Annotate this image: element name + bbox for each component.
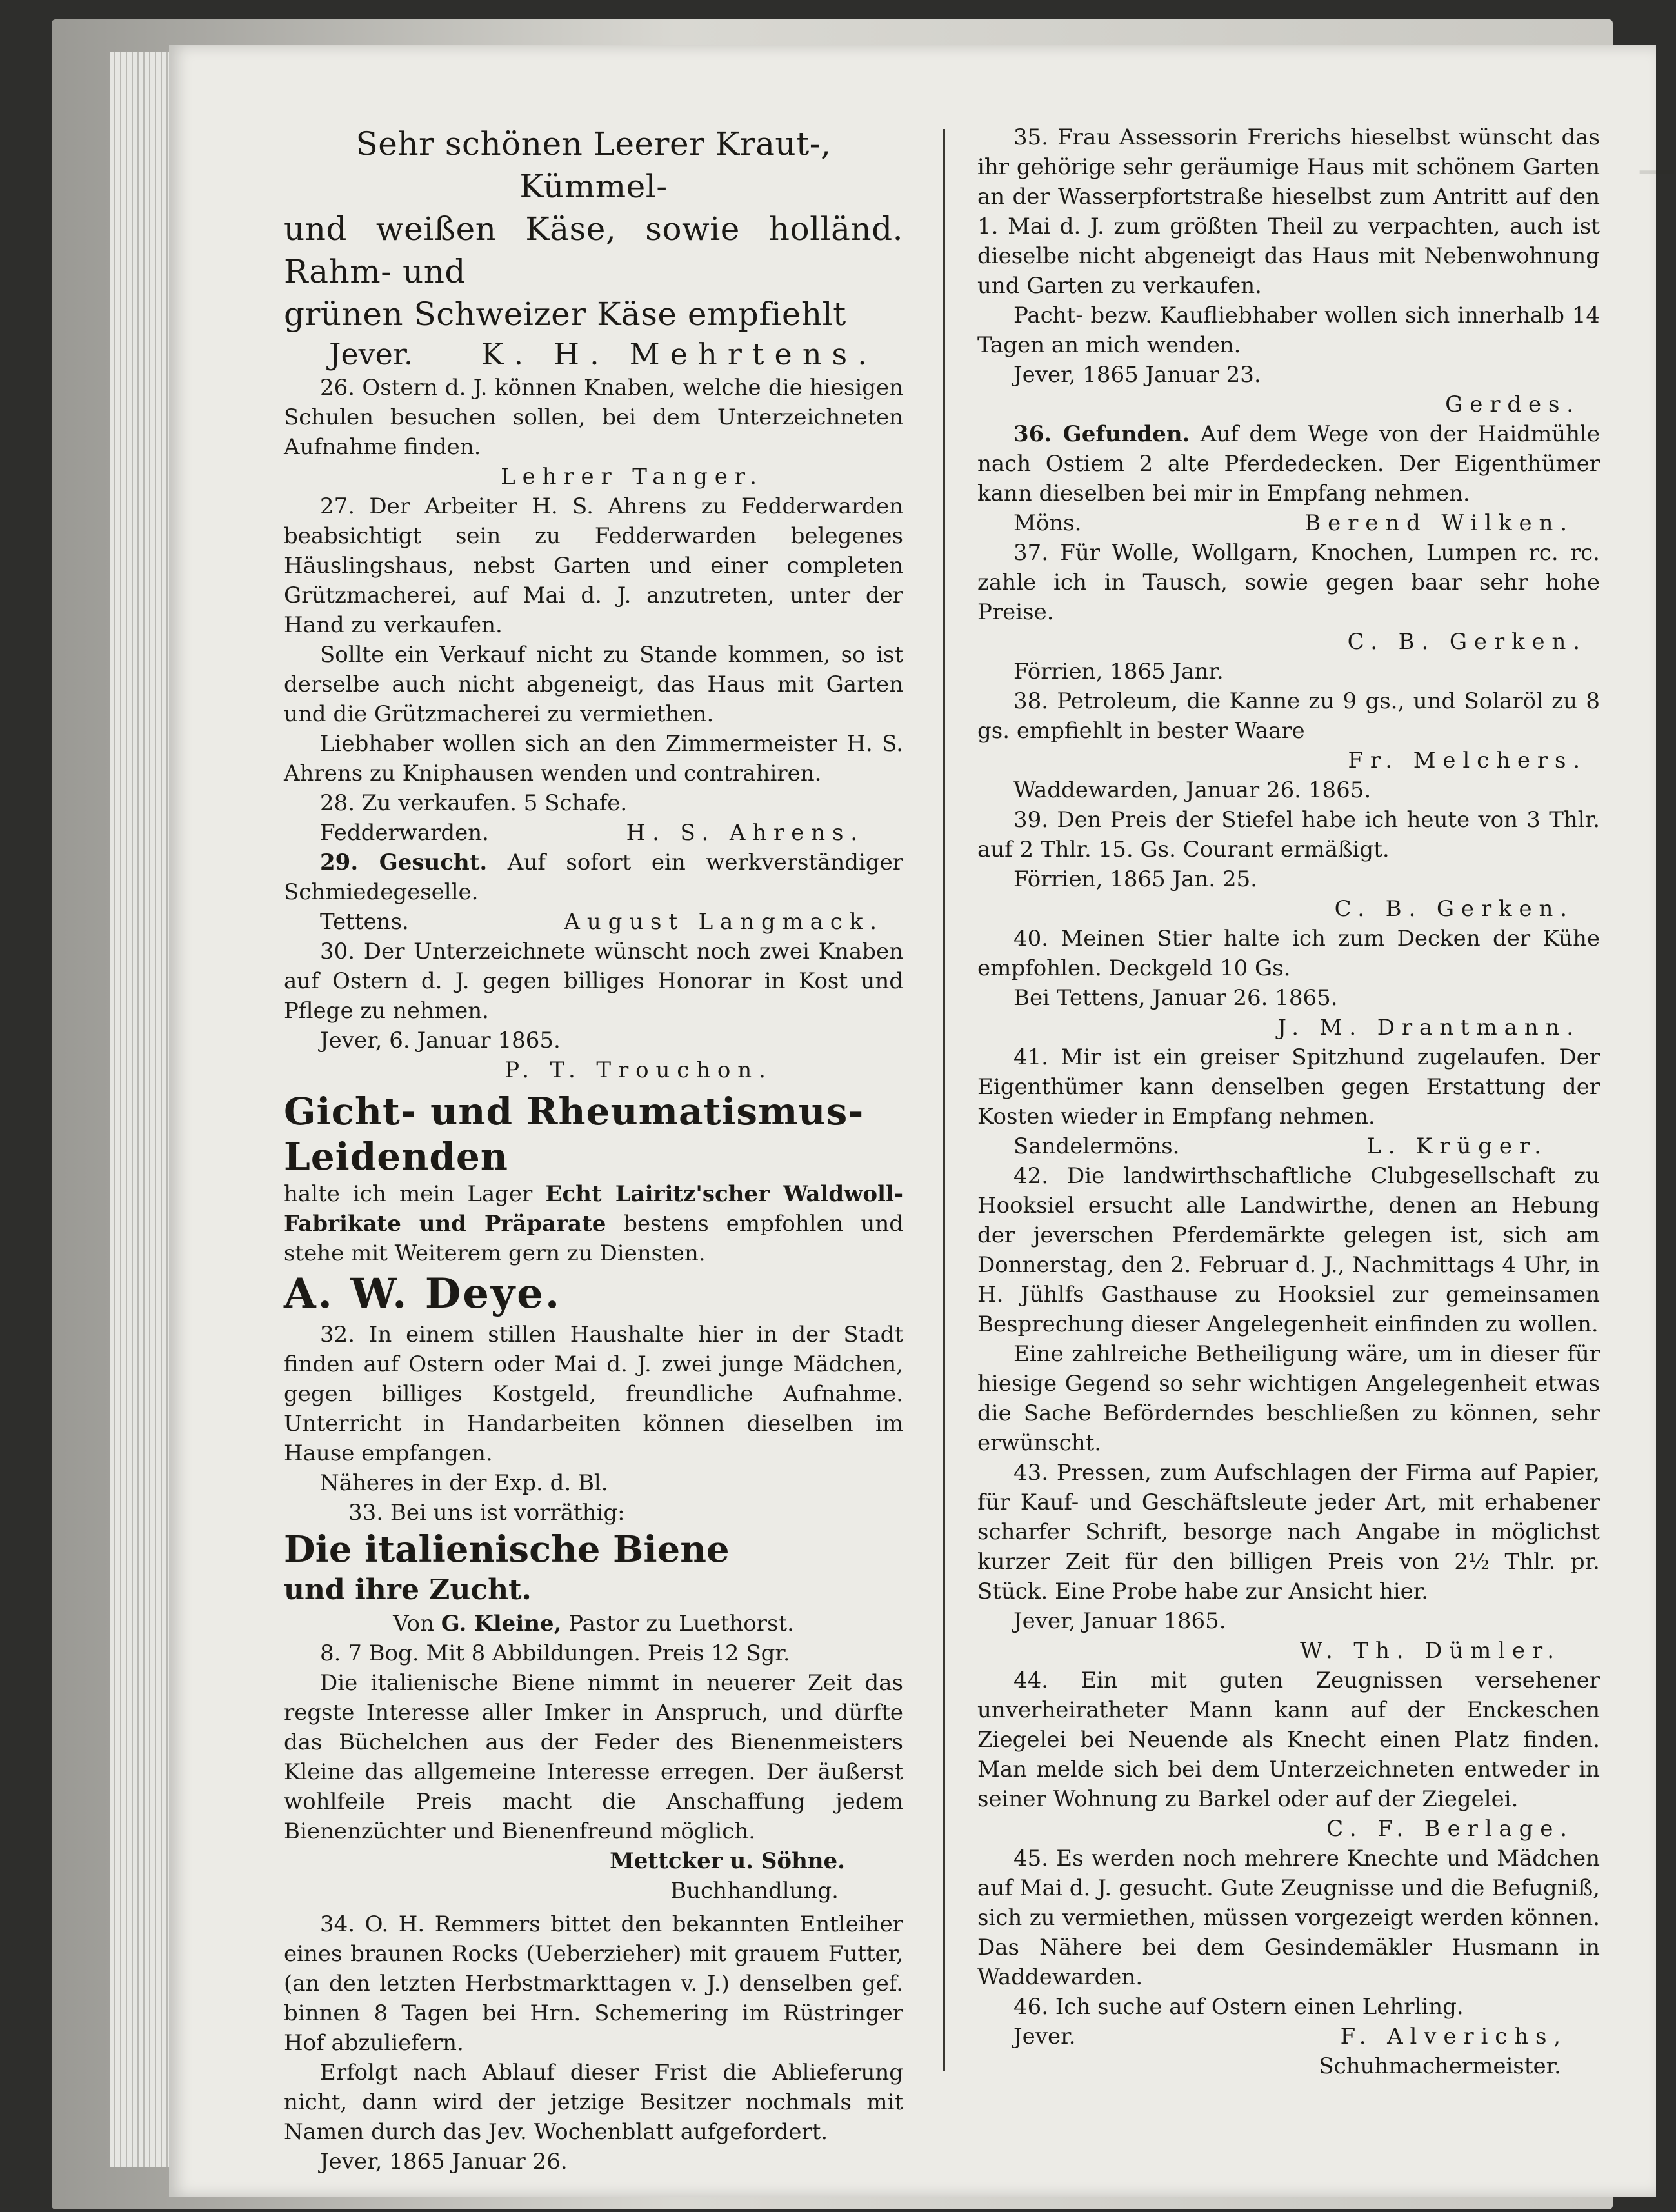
- ad-28: 28. Zu verkaufen. 5 Schafe.: [320, 790, 628, 816]
- ad-36-place: Möns.: [1013, 510, 1082, 536]
- ad-26: 26. Ostern d. J. können Knaben, welche die hiesigen Schulen besuchen sollen, bei dem Unterzeichneten Aufnahme finden.: [284, 375, 903, 460]
- ad-38-date: Waddewarden, Januar 26. 1865.: [1013, 777, 1372, 803]
- ad-33-author-b: Pastor zu Luethorst.: [561, 1611, 794, 1637]
- ad-36: [977, 419, 1600, 508]
- ad-31-body-b: bestens empfohlen und stehe mit Weiterem gern zu Diensten.: [284, 1211, 903, 1266]
- ad-42-part-2: Eine zahlreiche Betheiligung wäre, um in dieser für hiesige Gegend so sehr wichtigen Angelegenheit etwas die Sache Beförderndes beschließen zu können, sehr erwünscht.: [977, 1341, 1600, 1456]
- ad-39: 39. Den Preis der Stiefel habe ich heute von 3 Thlr. auf 2 Thlr. 15. Gs. Courant ermäßigt.: [977, 807, 1600, 862]
- ad-33-title: Die italienische Biene: [284, 1528, 730, 1571]
- ad-43: 43. Pressen, zum Aufschlagen der Firma auf Papier, für Kauf- und Geschäftsleute jeder Art, mit erhabener scharfer Schrift, besorge nach Angabe in möglichst kurzer Zeit für den billigen Preis von 2½ Thlr. pr. Stück. Eine Probe habe zur Ansicht hier.: [977, 1460, 1600, 1604]
- ad-36-lead: 36. Gefunden.: [1013, 421, 1190, 447]
- ad-35-date: Jever, 1865 Januar 23.: [1013, 362, 1261, 388]
- ad-32-note: Näheres in der Exp. d. Bl.: [320, 1470, 608, 1496]
- ad-intro-place: Jever.: [329, 337, 414, 372]
- ad-36-body: Auf dem Wege von der Haidmühle nach Ostiem 2 alte Pferdedecken. Der Eigenthümer kann dieselben bei mir in Empfang nehmen.: [977, 421, 1600, 506]
- ad-33-subtitle: und ihre Zucht.: [284, 1573, 532, 1606]
- ad-30: 30. Der Unterzeichnete wünscht noch zwei Knaben auf Ostern d. J. gegen billiges Honorar in Kost und Pflege zu nehmen.: [284, 939, 903, 1024]
- bleed-through: ▁▁: [1640, 148, 1674, 174]
- ad-31-body-a: halte ich mein Lager: [284, 1181, 546, 1207]
- ad-27-part-3: Liebhaber wollen sich an den Zimmermeister H. S. Ahrens zu Kniphausen wenden und contrahiren.: [284, 731, 903, 786]
- ad-35-signer: Gerdes.: [1445, 392, 1581, 417]
- ad-27: 27. Der Arbeiter H. S. Ahrens zu Fedderwarden beabsichtigt sein zu Fedderwarden belegenes Häuslingshaus, nebst Garten und einer completen Grützmacherei, auf Mai d. J. anzutreten, unter der Hand zu verkaufen.: [284, 493, 903, 638]
- ad-40: 40. Meinen Stier halte ich zum Decken der Kühe empfohlen. Deckgeld 10 Gs.: [977, 926, 1600, 981]
- ad-45: 45. Es werden noch mehrere Knechte und Mädchen auf Mai d. J. gesucht. Gute Zeugnisse und die Befugniß, sich zu vermiethen, müssen vorgezeigt werden können. Das Nähere bei dem Gesindemäkler Husmann in Waddewarden.: [977, 1846, 1600, 1990]
- ad-37-date: Förrien, 1865 Janr.: [1013, 659, 1224, 684]
- ad-intro-line-1: Sehr schönen Leerer Kraut-, Kümmel-: [355, 125, 832, 205]
- ad-33-author: [284, 1609, 903, 1639]
- ad-37-signer: C. B. Gerken.: [1347, 629, 1587, 655]
- ad-40-signer: J. M. Drantmann.: [1277, 1015, 1581, 1041]
- ad-26-signer: Lehrer Tanger.: [501, 464, 764, 490]
- ad-46: 46. Ich suche auf Ostern einen Lehrling.: [1013, 1994, 1464, 2020]
- left-column: [284, 123, 903, 2177]
- ad-34-date: Jever, 1865 Januar 26.: [320, 2149, 568, 2175]
- ad-41: 41. Mir ist ein greiser Spitzhund zugelaufen. Der Eigenthümer kann denselben gegen Erstattung der Kosten wieder in Empfang nehmen.: [977, 1044, 1600, 1130]
- right-column: [977, 123, 1600, 2081]
- ad-44: 44. Ein mit guten Zeugnissen versehener unverheiratheter Mann kann auf der Enckeschen Ziegelei bei Neuende als Knecht einen Platz finden. Man melde sich bei dem Unterzeichneten entweder in seiner Wohnung zu Barkel oder auf der Ziegelei.: [977, 1668, 1600, 1812]
- ad-38: 38. Petroleum, die Kanne zu 9 gs., und Solaröl zu 8 gs. empfiehlt in bester Waare: [977, 688, 1600, 744]
- ad-33: Die italienische Biene nimmt in neuerer Zeit das regste Interesse aller Imker in Anspruch, und dürfte das Büchelchen aus der Feder des Bienenmeisters Kleine das allgemeine Interesse erregen. Der äußerst wohlfeile Preis macht die Anschaffung jedem Bienenzüchter und Bienenfreund möglich.: [284, 1670, 903, 1844]
- ad-40-date: Bei Tettens, Januar 26. 1865.: [1013, 985, 1338, 1011]
- ad-33-signer-2: Buchhandlung.: [670, 1878, 839, 1904]
- ad-29-body: Auf sofort ein werkverständiger Schmiedegeselle.: [284, 850, 903, 905]
- ad-41-signer: L. Krüger.: [1366, 1133, 1548, 1159]
- ad-29: [284, 848, 903, 907]
- ad-36-signature: [977, 508, 1600, 538]
- ad-43-date: Jever, Januar 1865.: [1013, 1608, 1226, 1634]
- ad-38-signer: Fr. Melchers.: [1348, 748, 1587, 773]
- ad-41-signature: [977, 1131, 1600, 1161]
- ad-intro-line-2: und weißen Käse, sowie holländ. Rahm- und: [284, 210, 903, 290]
- ad-31-headline-1: Gicht- und Rheumatismus-: [284, 1090, 864, 1133]
- ad-35: 35. Frau Assessorin Frerichs hieselbst wünscht das ihr gehörige sehr geräumige Haus mit schönem Garten an der Wasserpfortstraße hieselbst zum Antritt auf den 1. Mai d. J. zum größten Theil zu verpachten, auch ist dieselbe nicht abgeneigt das Haus mit Nebenwohnung und Garten zu verkaufen.: [977, 125, 1600, 299]
- ad-37: 37. Für Wolle, Wollgarn, Knochen, Lumpen rc. rc. zahle ich in Tausch, sowie gegen baar sehr hohe Preise.: [977, 540, 1600, 625]
- ad-28-place: Fedderwarden.: [320, 820, 489, 846]
- ad-46-signature: [977, 2022, 1600, 2051]
- ad-46-signer-title: Schuhmachermeister.: [1319, 2053, 1561, 2079]
- ad-39-date: Förrien, 1865 Jan. 25.: [1013, 866, 1258, 892]
- ad-39-signer: C. B. Gerken.: [1334, 896, 1574, 922]
- ad-43-signer: W. Th. Dümler.: [1300, 1638, 1561, 1664]
- ad-34: 34. O. H. Remmers bittet den bekannten Entleiher eines braunen Rocks (Ueberzieher) mit grauem Futter, (an den letzten Herbstmarkttagen v. J.) denselben gef. binnen 8 Tagen bei Hrn. Schemering im Rüstringer Hof abzuliefern.: [284, 1911, 903, 2056]
- ad-46-signer: F. Alverichs,: [1340, 2024, 1568, 2049]
- ad-34-part-2: Erfolgt nach Ablauf dieser Frist die Ablieferung nicht, dann wird der jetzige Besitzer nochmals mit Namen durch das Jev. Wochenblatt aufgefordert.: [284, 2060, 903, 2145]
- ad-30-signer: P. T. Trouchon.: [504, 1057, 773, 1083]
- ad-36-signer: Berend Wilken.: [1304, 510, 1574, 536]
- ad-29-signer: August Langmack.: [564, 909, 884, 935]
- ad-31-signer: A. W. Deye.: [284, 1270, 562, 1318]
- ad-31: [284, 1179, 903, 1268]
- ad-29-place: Tettens.: [320, 909, 409, 935]
- ad-28-signer: H. S. Ahrens.: [626, 820, 864, 846]
- ad-33-info: 8. 7 Bog. Mit 8 Abbildungen. Preis 12 Sgr.: [320, 1640, 790, 1666]
- ad-41-place: Sandelermöns.: [1013, 1133, 1180, 1159]
- column-divider: [943, 129, 945, 2071]
- ad-31-products: Echt Lairitz'scher Waldwoll-Fabrikate und Präparate: [284, 1181, 903, 1237]
- ad-44-signer: C. F. Berlage.: [1326, 1816, 1574, 1842]
- ad-33-author-a: Von: [393, 1611, 441, 1637]
- ad-32: 32. In einem stillen Haushalte hier in der Stadt finden auf Ostern oder Mai d. J. zwei junge Mädchen, gegen billiges Kostgeld, freundliche Aufnahme. Unterricht in Handarbeiten können dieselben im Hause empfangen.: [284, 1322, 903, 1466]
- ad-29-signature: [284, 907, 903, 937]
- ad-30-date: Jever, 6. Januar 1865.: [320, 1028, 561, 1053]
- ad-33-author-name: G. Kleine,: [441, 1611, 562, 1637]
- ad-29-lead: 29. Gesucht.: [320, 850, 488, 875]
- ad-35-part-2: Pacht- bezw. Kaufliebhaber wollen sich innerhalb 14 Tagen an mich wenden.: [977, 303, 1600, 358]
- ad-42: 42. Die landwirthschaftliche Clubgesellschaft zu Hooksiel ersucht alle Landwirthe, denen an Hebung der jeverschen Pferdemärkte gelegen ist, sich am Donnerstag, den 2. Februar d. J., Nachmittags 4 Uhr, in H. Jühlfs Gasthause zu Hooksiel zur gemeinsamen Besprechung dieser Angelegenheit einfinden zu wollen.: [977, 1163, 1600, 1337]
- ad-31-headline-2: Leidenden: [284, 1135, 508, 1179]
- ad-28-signature: [284, 818, 903, 848]
- ad-intro-signer: K. H. Mehrtens.: [481, 337, 877, 372]
- ad-46-place: Jever.: [1013, 2024, 1076, 2049]
- ad-33-signer: Mettcker u. Söhne.: [610, 1848, 845, 1874]
- ad-27-part-2: Sollte ein Verkauf nicht zu Stande kommen, so ist derselbe auch nicht abgeneigt, das Haus mit Garten und die Grützmacherei zu vermiethen.: [284, 642, 903, 727]
- ad-intro-signature: [284, 335, 903, 373]
- ad-33-intro: 33. Bei uns ist vorräthig:: [348, 1500, 625, 1526]
- ad-intro-line-3: grünen Schweizer Käse empfiehlt: [284, 295, 846, 333]
